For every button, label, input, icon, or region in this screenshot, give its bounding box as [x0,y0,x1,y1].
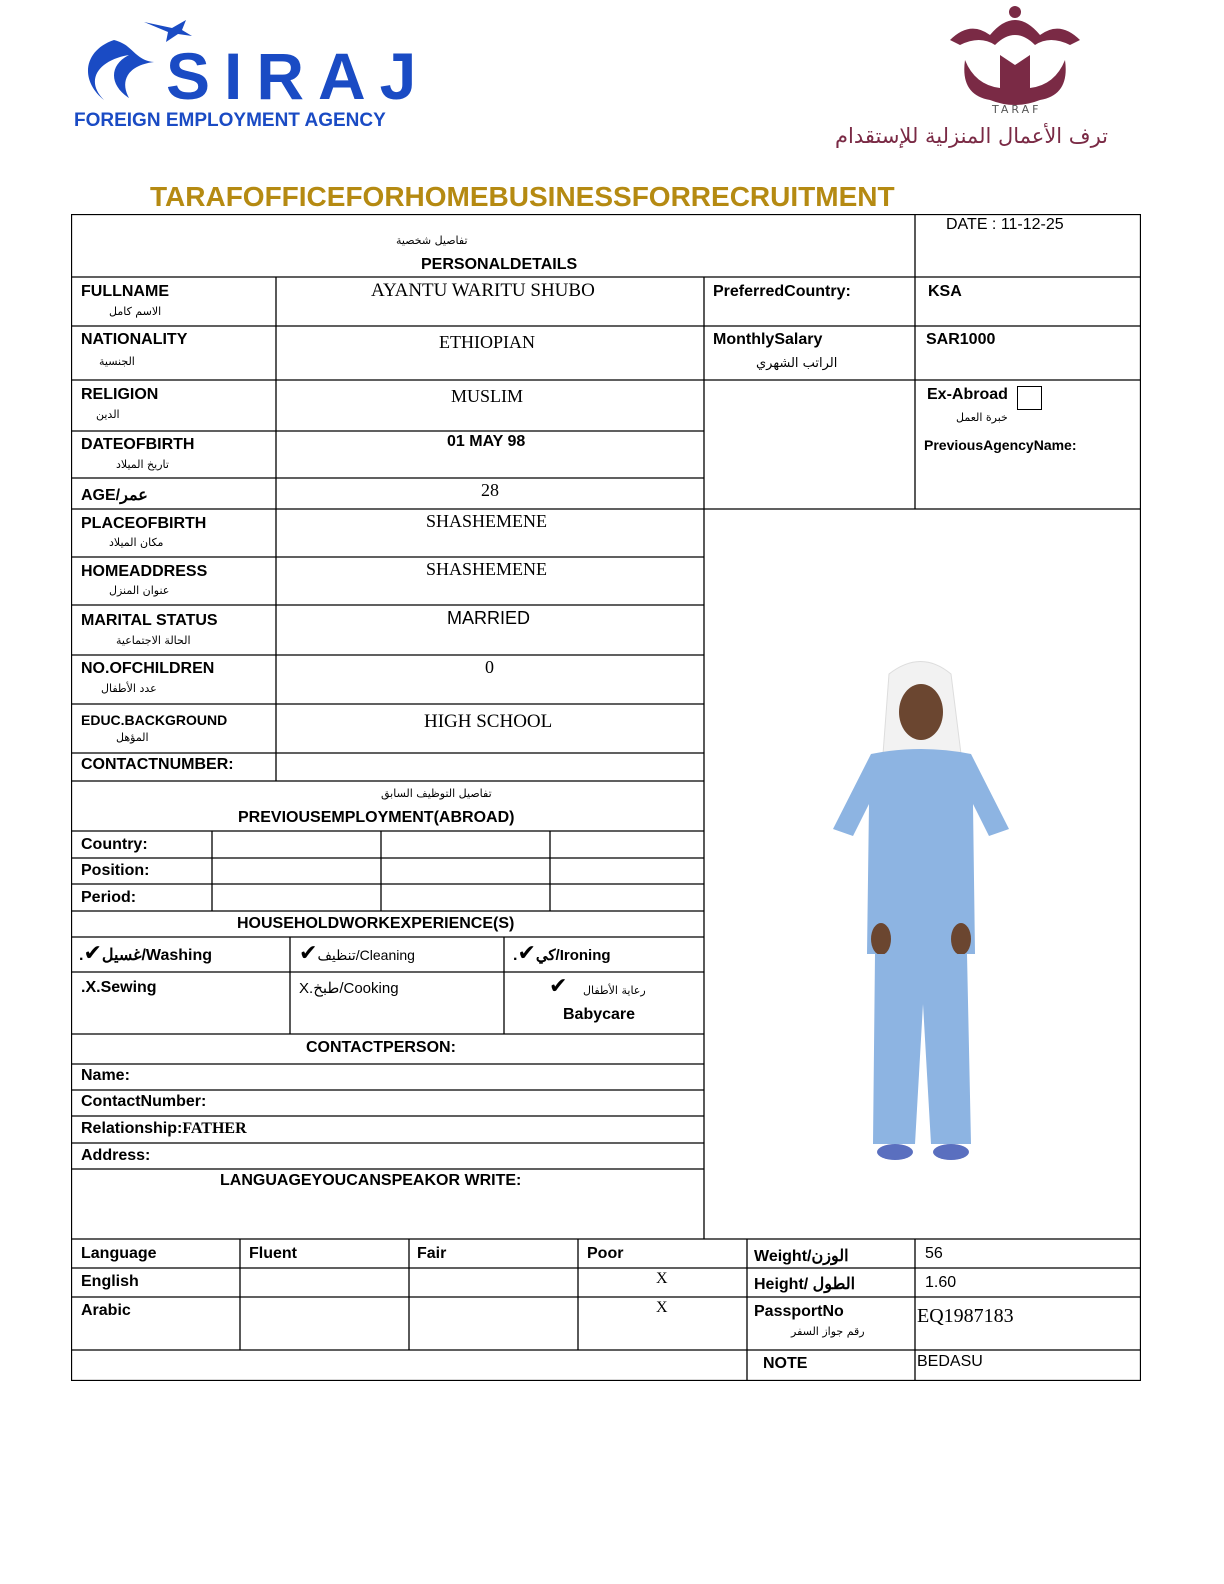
ironing-label: كي/Ironing [535,947,611,964]
education-value: HIGH SCHOOL [424,711,553,732]
passport-arabic: رقم جواز السفر [791,1325,865,1338]
form-date: DATE : 11-12-25 [946,216,1064,233]
education-arabic: المؤهل [116,731,149,744]
cleaning-check-icon: ✔ [299,941,318,966]
children-value: 0 [485,657,494,677]
washing-check-icon: ✔ [83,941,102,966]
religion-arabic: الدين [96,408,120,421]
languages-heading: LANGUAGEYOUCANSPEAKOR WRITE: [220,1172,522,1189]
siraj-logo [74,10,431,135]
ex-abroad-checkbox[interactable] [1017,386,1042,410]
dob-label: DATEOFBIRTH [81,436,195,453]
preferred-country-value: KSA [928,283,962,300]
lang-arabic: Arabic [81,1302,131,1319]
household-ironing [513,941,611,966]
dob-arabic: تاريخ الميلاد [116,458,169,471]
siraj-logo-subtitle: FOREIGN EMPLOYMENT AGENCY [74,110,386,131]
form-table [71,214,1141,1381]
cp-name-label: Name: [81,1067,130,1084]
previous-agency-label: PreviousAgencyName: [924,437,1077,453]
nationality-arabic: الجنسية [99,355,135,368]
note-value: BEDASU [917,1353,983,1370]
household-cooking: X.طبخ/Cooking [299,980,399,997]
personal-heading: PERSONALDETAILS [421,256,578,273]
taraf-arabic-name: ترف الأعمال المنزلية للإستقدام [835,124,1108,148]
dob-value: 01 MAY 98 [447,433,526,450]
children-arabic: عدد الأطفال [101,682,157,695]
marital-arabic: الحالة الاجتماعية [116,634,191,647]
lang-english: English [81,1273,139,1290]
age-label: AGE/عمر [81,487,148,504]
household-heading: HOUSEHOLDWORKEXPERIENCE(S) [237,915,515,932]
education-label: EDUC.BACKGROUND [81,712,228,728]
note-label: NOTE [763,1355,808,1372]
ironing-prefix: . [513,947,518,964]
household-sewing: .X.Sewing [81,979,157,996]
pob-arabic: مكان الميلاد [109,536,164,549]
contact-number-label: CONTACTNUMBER: [81,756,234,773]
passport-label: PassportNo [754,1303,844,1320]
marital-value: MARRIED [447,608,531,628]
cp-address-label: Address: [81,1147,151,1164]
prev-country-label: Country: [81,836,148,853]
cleaning-label: تنظيف/Cleaning [317,947,415,963]
marital-label: MARITAL STATUS [81,612,218,629]
fullname-label: FULLNAME [81,283,169,300]
lang-col-fluent: Fluent [249,1245,297,1262]
svg-text:TARAF: TARAF [992,103,1042,115]
ironing-check-icon: ✔ [517,941,536,966]
age-value: 28 [481,480,499,500]
babycare-label: Babycare [563,1006,636,1023]
babycare-arabic: رعاية الأطفال [583,984,646,997]
personal-heading-arabic: تفاصيل شخصية [396,234,468,247]
salary-arabic: الراتب الشهري [756,356,838,371]
household-cleaning [299,941,415,966]
ex-abroad-label: Ex-Abroad [927,386,1008,403]
lang-col-language: Language [81,1245,157,1262]
prev-period-label: Period: [81,889,137,906]
cp-relationship-value: FATHER [182,1120,247,1137]
candidate-photo [811,654,1031,1184]
weight-value: 56 [925,1245,943,1262]
household-washing [79,941,212,966]
candidate-photo-figure [811,654,1031,1184]
height-label: Height/ الطول [754,1276,856,1293]
cp-number-label: ContactNumber: [81,1093,207,1110]
religion-value: MUSLIM [451,386,524,406]
cp-relationship-label: Relationship: [81,1120,183,1137]
nationality-label: NATIONALITY [81,331,188,348]
children-label: NO.OFCHILDREN [81,660,215,677]
office-title: TARAFOFFICEFORHOMEBUSINESSFORRECRUITMENT [150,181,895,212]
salary-label: MonthlySalary [713,331,823,348]
salary-value: SAR1000 [926,331,996,348]
passport-value: EQ1987183 [917,1305,1014,1327]
ex-abroad-arabic: خبرة العمل [956,411,1008,424]
preferred-country-label: PreferredCountry: [713,283,851,300]
address-label: HOMEADDRESS [81,563,208,580]
fullname-arabic: الاسم كامل [109,305,162,318]
washing-prefix: . [79,947,84,964]
lang-col-fair: Fair [417,1245,447,1262]
crown-icon [930,0,1100,115]
lang-arabic-poor: X [656,1299,668,1316]
nationality-value: ETHIOPIAN [439,332,535,352]
prev-employment-heading: PREVIOUSEMPLOYMENT(ABROAD) [238,809,515,826]
religion-label: RELIGION [81,386,159,403]
lang-english-poor: X [656,1270,668,1287]
address-arabic: عنوان المنزل [109,584,170,597]
siraj-logo-name: SIRAJ [166,39,431,113]
height-value: 1.60 [925,1274,957,1291]
washing-label: غسيل/Washing [101,947,212,964]
babycare-check-icon: ✔ [549,974,568,999]
pob-value: SHASHEMENE [426,511,548,531]
fullname-value: AYANTU WARITU SHUBO [371,280,595,301]
prev-position-label: Position: [81,862,150,879]
contact-person-heading: CONTACTPERSON: [306,1039,456,1056]
pob-label: PLACEOFBIRTH [81,515,207,532]
cp-relationship [81,1120,247,1138]
weight-label: Weight/الوزن [754,1248,849,1265]
address-value: SHASHEMENE [426,559,548,579]
lang-col-poor: Poor [587,1245,624,1262]
taraf-logo [830,0,1200,150]
prev-employment-arabic: تفاصيل التوظيف السابق [381,787,492,800]
